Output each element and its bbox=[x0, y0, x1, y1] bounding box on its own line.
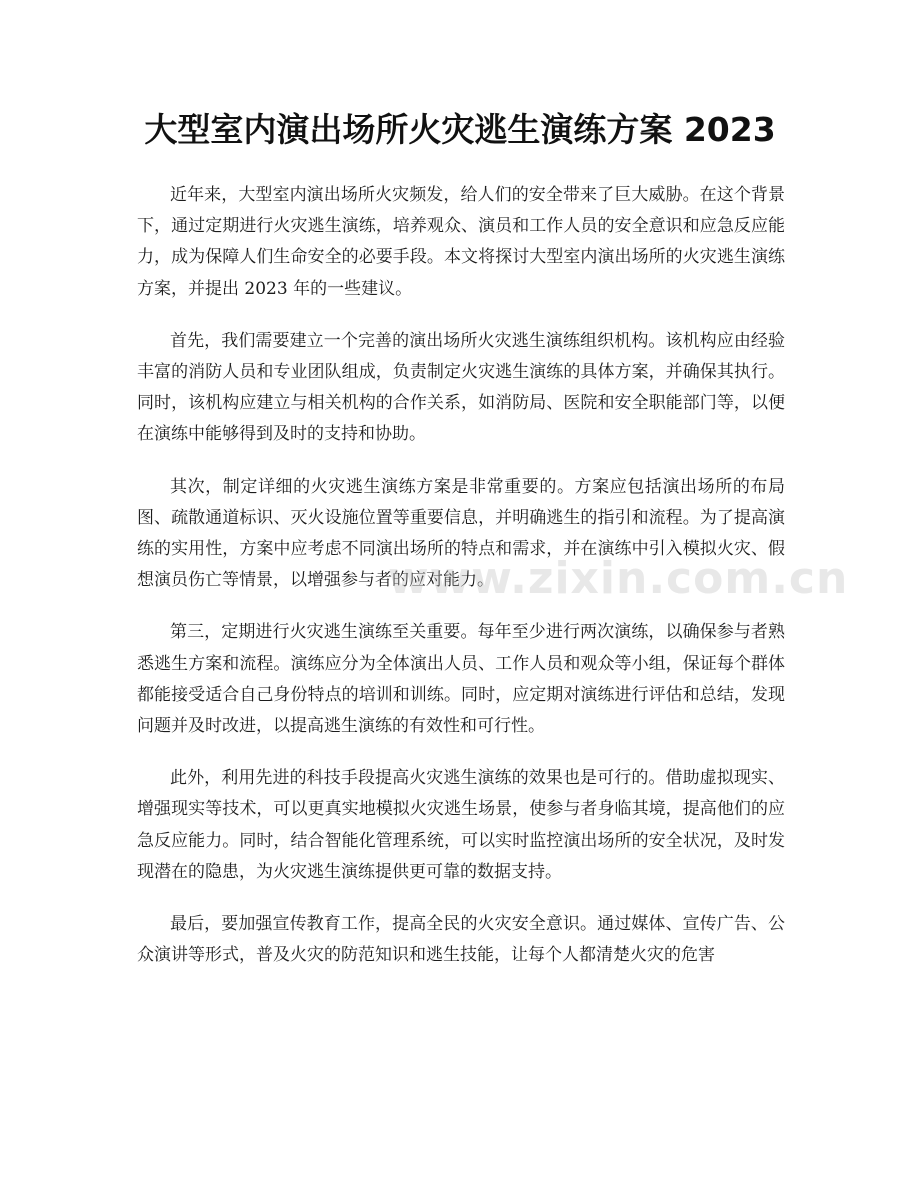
document-body bbox=[137, 180, 785, 992]
paragraph-plan: 其次，制定详细的火灾逃生演练方案是非常重要的。方案应包括演出场所的布局图、疏散通道标识、灭火设施位置等重要信息，并明确逃生的指引和流程。为了提高演练的实用性，方案中应考虑不同演出场所的特点和需求，并在演练中引入模拟火灾、假想演员伤亡等情景，以增强参与者的应对能力。 bbox=[137, 476, 785, 591]
paragraph-education: 最后，要加强宣传教育工作，提高全民的火灾安全意识。通过媒体、宣传广告、公众演讲等形式，普及火灾的防范知识和逃生技能，让每个人都清楚火灾的危害 bbox=[137, 914, 785, 966]
paragraph-technology: 此外，利用先进的科技手段提高火灾逃生演练的效果也是可行的。借助虚拟现实、增强现实等技术，可以更真实地模拟火灾逃生场景，使参与者身临其境，提高他们的应急反应能力。同时，结合智能化管理系统，可以实时监控演出场所的安全状况，及时发现潜在的隐患，为火灾逃生演练提供更可靠的数据支持。 bbox=[137, 768, 785, 882]
paragraph-organization: 首先，我们需要建立一个完善的演出场所火灾逃生演练组织机构。该机构应由经验丰富的消防人员和专业团队组成，负责制定火灾逃生演练的具体方案，并确保其执行。同时，该机构应建立与相关机构的合作关系，如消防局、医院和安全职能部门等，以便在演练中能够得到及时的支持和协助。 bbox=[137, 330, 785, 445]
document-title: 大型室内演出场所火灾逃生演练方案 2023 bbox=[144, 110, 776, 149]
watermark: www.zixin.com.cn bbox=[388, 553, 849, 604]
paragraph-intro: 近年来，大型室内演出场所火灾频发，给人们的安全带来了巨大威胁。在这个背景下，通过定期进行火灾逃生演练，培养观众、演员和工作人员的安全意识和应急反应能力，成为保障人们生命安全的必要手段。本文将探讨大型室内演出场所的火灾逃生演练方案，并提出 2023 年的一些建议。 bbox=[137, 185, 785, 299]
paragraph-regular-drills: 第三，定期进行火灾逃生演练至关重要。每年至少进行两次演练，以确保参与者熟悉逃生方案和流程。演练应分为全体演出人员、工作人员和观众等小组，保证每个群体都能接受适合自己身份特点的培训和训练。同时，应定期对演练进行评估和总结，发现问题并及时改进，以提高逃生演练的有效性和可行性。 bbox=[137, 622, 785, 737]
